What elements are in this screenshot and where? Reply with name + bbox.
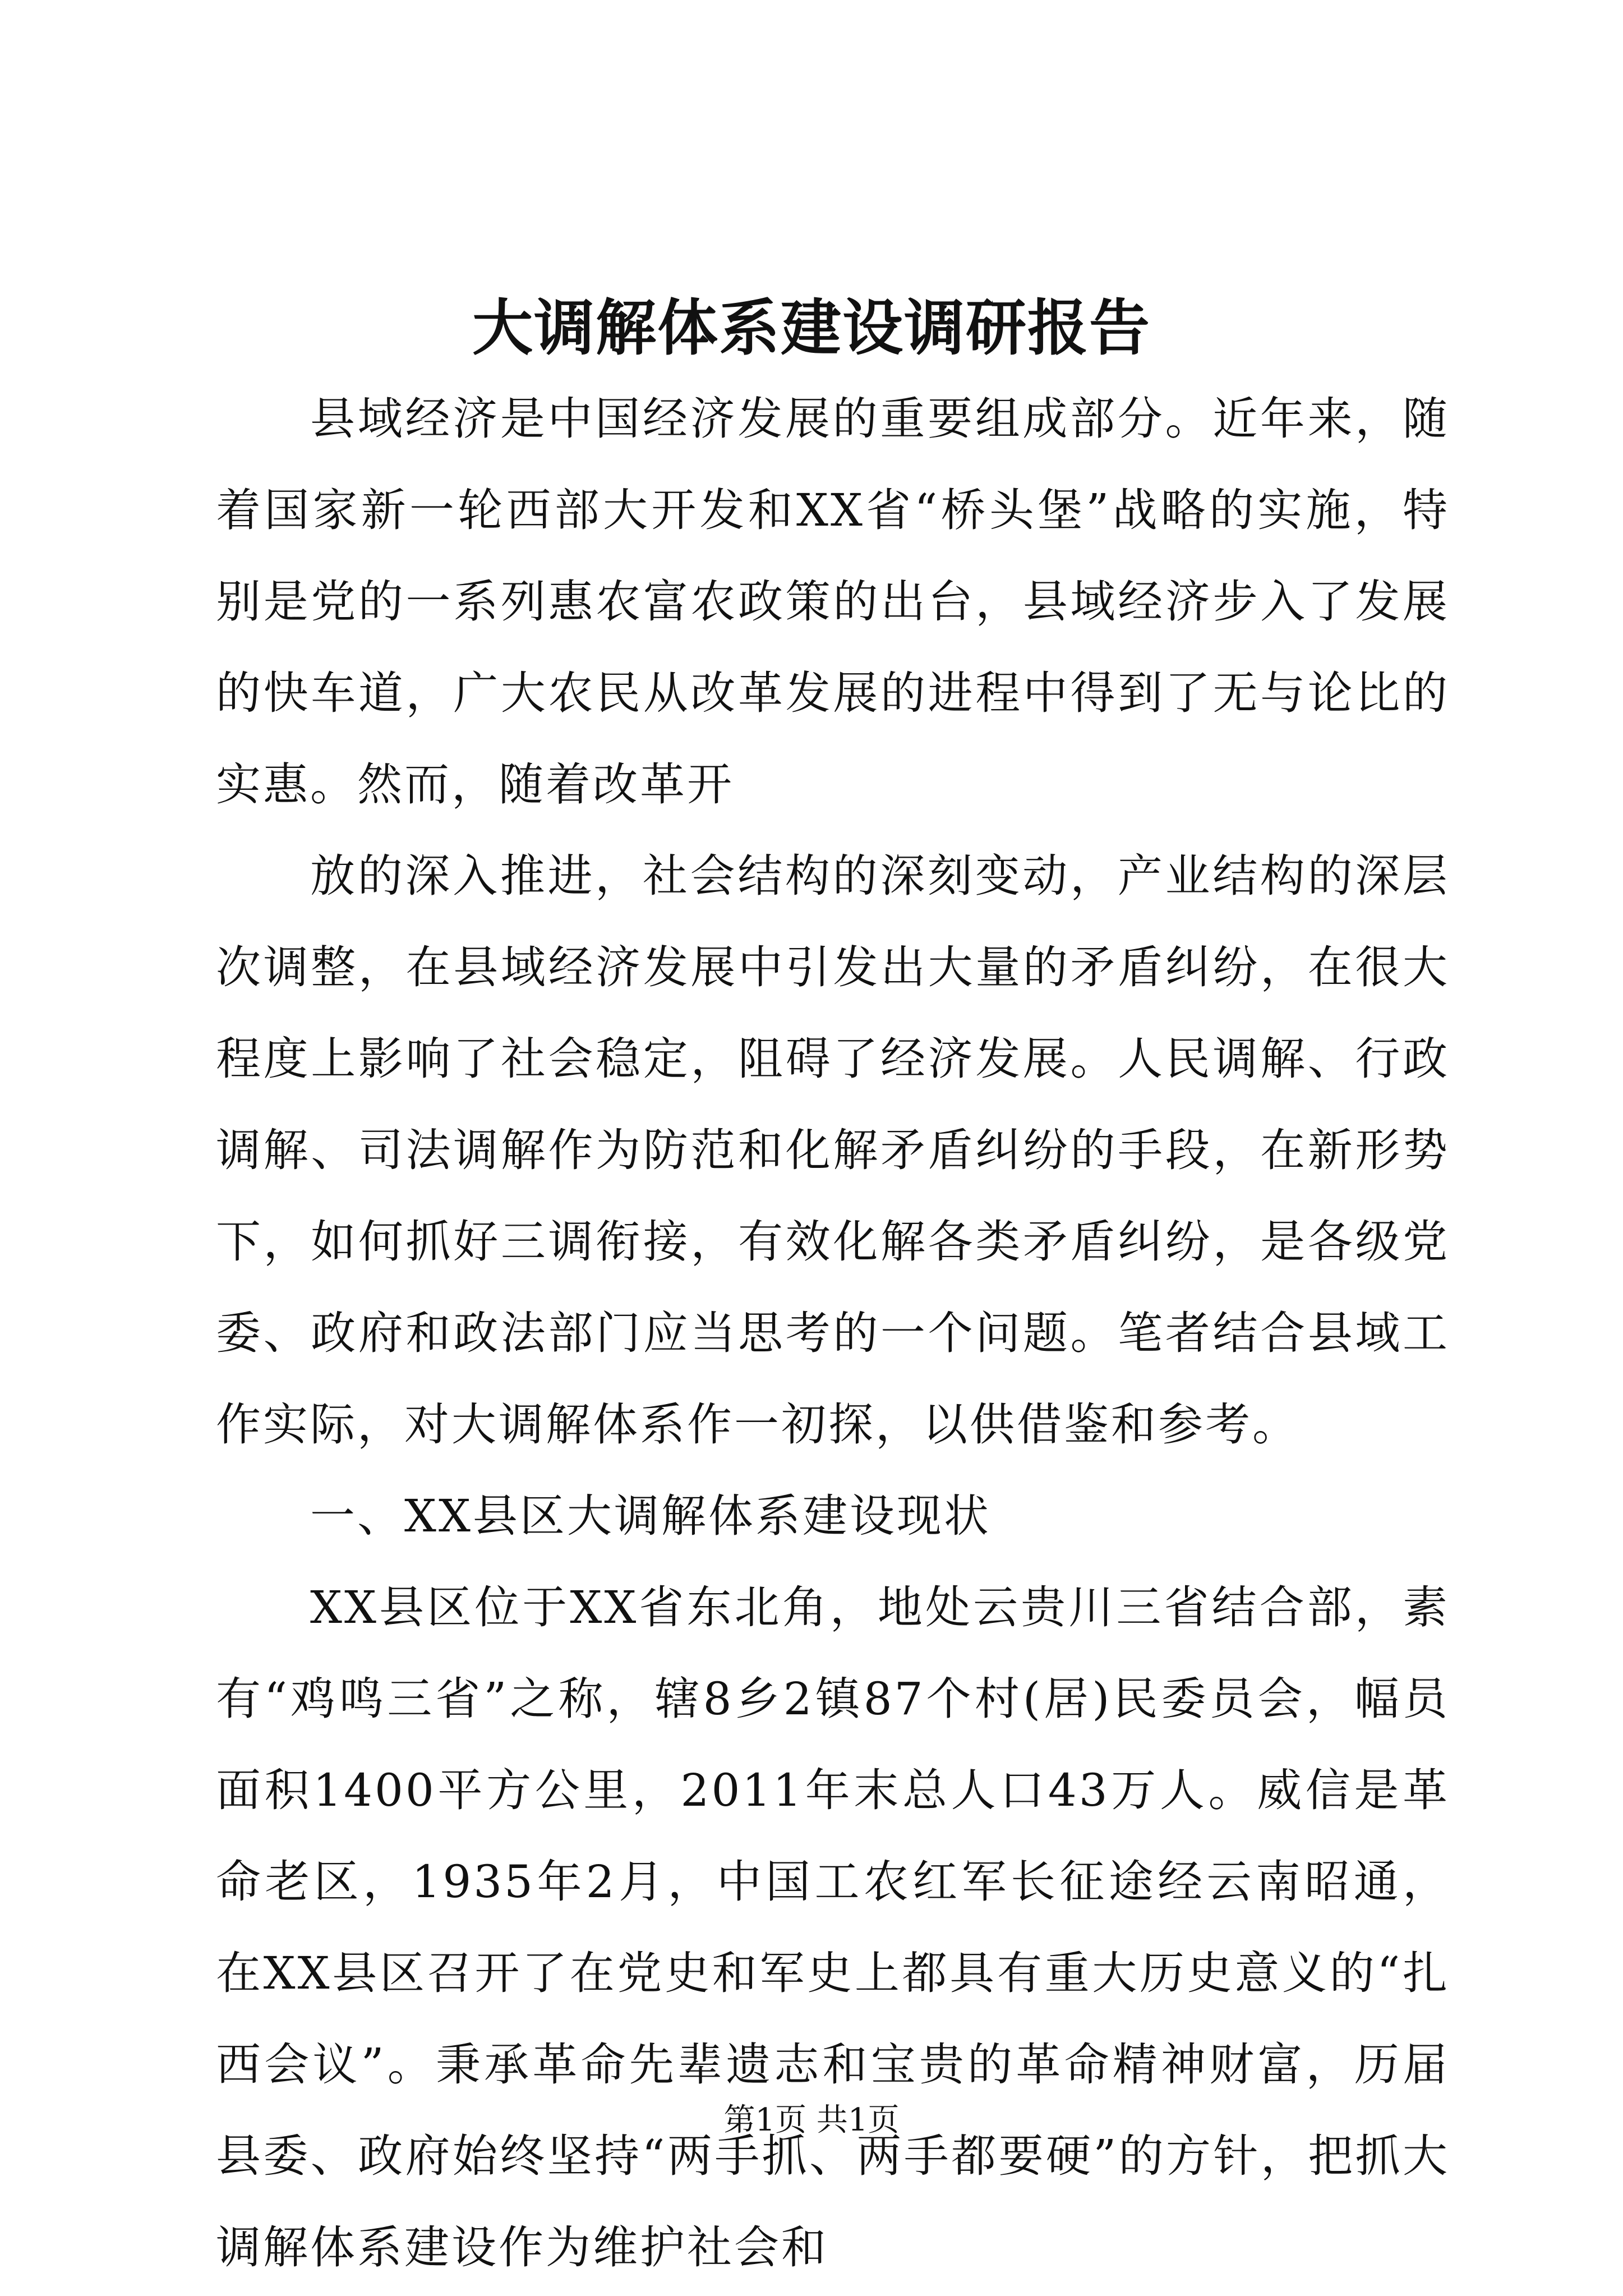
document-title: 大调解体系建设调研报告: [472, 293, 1151, 364]
paragraph-county-overview: XX县区位于XX省东北角，地处云贵川三省结合部，素有“鸡鸣三省”之称，辖8乡2镇87个村(居)民委员会，幅员面积1400平方公里，2011年末总人口43万人。威信是革命老区，1935年2月，中国工农红军长征途经云南昭通，在XX县区召开了在党史和军史上都具有重大历史意义的“扎西会议”。秉承革命先辈遗志和宝贵的革命精神财富，历届县委、政府始终坚持“两手抓、两手都要硬”的方针，把抓大调解体系建设作为维护社会和: [216, 1581, 1450, 2274]
document-body: [216, 373, 1450, 2293]
paragraph-intro: 县域经济是中国经济发展的重要组成部分。近年来，随着国家新一轮西部大开发和XX省“桥头堡”战略的实施，特别是党的一系列惠农富农政策的出台，县域经济步入了发展的快车道，广大农民从改革发展的进程中得到了无与论比的实惠。然而，随着改革开: [216, 393, 1450, 811]
paragraph-background: 放的深入推进，社会结构的深刻变动，产业结构的深层次调整，在县域经济发展中引发出大量的矛盾纠纷，在很大程度上影响了社会稳定，阻碍了经济发展。人民调解、行政调解、司法调解作为防范和化解矛盾纠纷的手段，在新形势下，如何抓好三调衔接，有效化解各类矛盾纠纷，是各级党委、政府和政法部门应当思考的一个问题。笔者结合县域工作实际，对大调解体系作一初探，以供借鉴和参考。: [216, 850, 1450, 1451]
section-heading-1: 一、XX县区大调解体系建设现状: [310, 1490, 991, 1542]
page-footer: 第1页 共1页: [723, 2102, 900, 2138]
